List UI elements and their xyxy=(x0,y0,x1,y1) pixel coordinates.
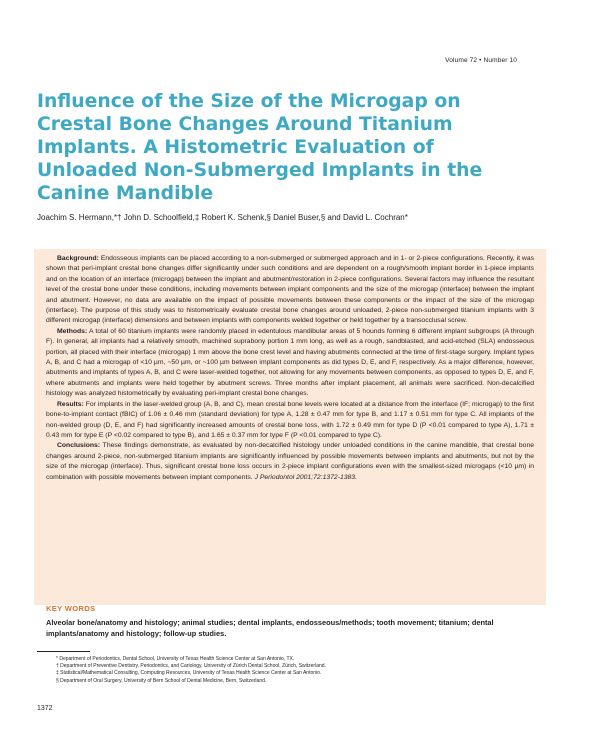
conclusions-text: These findings demonstrate, as evaluated by non-decalcified histology under unloaded conditions in the canine mandible, that crestal bone changes around 2-piece, non-submerged titanium implants are significantly influenced by possible movements between implants and abutments, but not by the size of the microgap (interface). Thus, significant crestal bone loss occurs in 2-piece implant configurations even with the smallest-sized microgaps (<10 µm) in combination with possible movements between implant components. xyxy=(46,442,534,481)
abstract-results xyxy=(46,400,534,442)
page-number: 1372 xyxy=(37,705,53,712)
methods-label: Methods: xyxy=(57,327,88,335)
footnote: * Department of Periodontics, Dental School, University of Texas Health Science Center at San Antonio, TX. xyxy=(56,656,295,662)
results-text: For implants in the laser-welded group (A, B, and C), mean crestal bone levels were located at a distance from the interface (IF; microgap) to the first bone-to-implant contact (fBIC) of 1.06 ± 0.46 mm (standard deviation) for type A, 1.28 ± 0.47 mm for type B, and 1.17 ± 0.51 mm for type C. All implants of the non-welded group (D, E, and F) had significantly increased amounts of crestal bone loss, with 1.72 ± 0.49 mm for type D (P <0.01 compared to type A), 1.71 ± 0.43 mm for type E (P <0.02 compared to type B), and 1.65 ± 0.37 mm for type F (P <0.01 compared to type C). xyxy=(46,400,535,439)
methods-text: A total of 60 titanium implants were randomly placed in edentulous mandibular areas of 5 hounds forming 6 different implant subgroups (A through F). In general, all implants had a relatively smooth, machined suprabony portion 1 mm long, as well as a rough, sandblasted, and acid-etched (SLA) endosseous portion, all placed with their interface (microgap) 1 mm above the bone crest level and having abutments connected at the time of first-stage surgery. Implant types A, B, and C had a microgap of <10 µm, ~50 µm, or ~100 µm between implant components as did types D, E, and F, respectively. As a major difference, however, abutments and implants of types A, B, and C were laser-welded together, not allowing for any movements between components, as opposed to types D, E, and F, where abutments and implants were held together by abutment screws. Three months after implant placement, all animals were sacrificed. Non-decalcified histology was analyzed histometrically by evaluating peri-implant crestal bone changes. xyxy=(46,327,534,398)
abstract-conclusions xyxy=(46,441,534,483)
abstract xyxy=(46,254,534,483)
background-text: Endosseous implants can be placed according to a non-submerged or submerged approach and in 1- or 2-piece configurations. Recently, it was shown that peri-implant crestal bone changes differ significantly under such conditions and are dependent on a rough/smooth implant border in 1-piece implants and on the location of an interface (microgap) between the implant and abutment/restoration in 2-piece configurations. Several factors may influence the resultant level of the crestal bone under these conditions, including movements between implant components and the size of the microgap (interface) between the implant and abutment. However, no data are available on the impact of possible movements between these components or the impact of the size of the microgap (interface). The purpose of this study was to histometrically evaluate crestal bone changes around unloaded, 2-piece non-submerged titanium implants with 3 different microgap (interface) dimensions and between implants with components welded together or held together by a transocclusal screw. xyxy=(46,255,534,325)
article-title: Influence of the Size of the Microgap on Crestal Bone Changes Around Titanium Implants. A Histometric Evaluation of Unloaded Non-Submerged Implants in the Canine Mandible xyxy=(37,91,483,204)
footnote-divider xyxy=(37,651,90,652)
footnote: § Department of Oral Surgery, University of Bern School of Dental Medicine, Bern, Switzerland. xyxy=(56,677,267,684)
footnote: ‡ Statistical/Mathematical Consulting, Computing Resources, University of Texas Health Science Center at San Antonio. xyxy=(56,670,322,677)
abstract-background xyxy=(46,254,534,327)
keywords-text: Alveolar bone/anatomy and histology; animal studies; dental implants, endosseous/methods; tooth movement; titanium; dental implants/anatomy and histology; follow-up studies. xyxy=(46,618,494,638)
background-label: Background: xyxy=(57,255,99,262)
conclusions-label: Conclusions: xyxy=(57,442,101,450)
results-label: Results: xyxy=(57,400,84,408)
author-list: Joachim S. Hermann,*† John D. Schoolfield,‡ Robert K. Schenk,§ Daniel Buser,§ and David L. Cochran* xyxy=(37,213,408,222)
footnote: † Department of Preventive Dentistry, Periodontics, and Cariology, University of Zürich Dental School, Zürich, Switzerland. xyxy=(56,663,326,670)
footnotes xyxy=(56,656,536,685)
volume-info: Volume 72 • Number 10 xyxy=(445,57,517,64)
citation: J Periodontol 2001;72:1372-1383. xyxy=(254,473,357,481)
abstract-methods xyxy=(46,327,534,400)
keywords-heading: KEY WORDS xyxy=(46,604,96,613)
